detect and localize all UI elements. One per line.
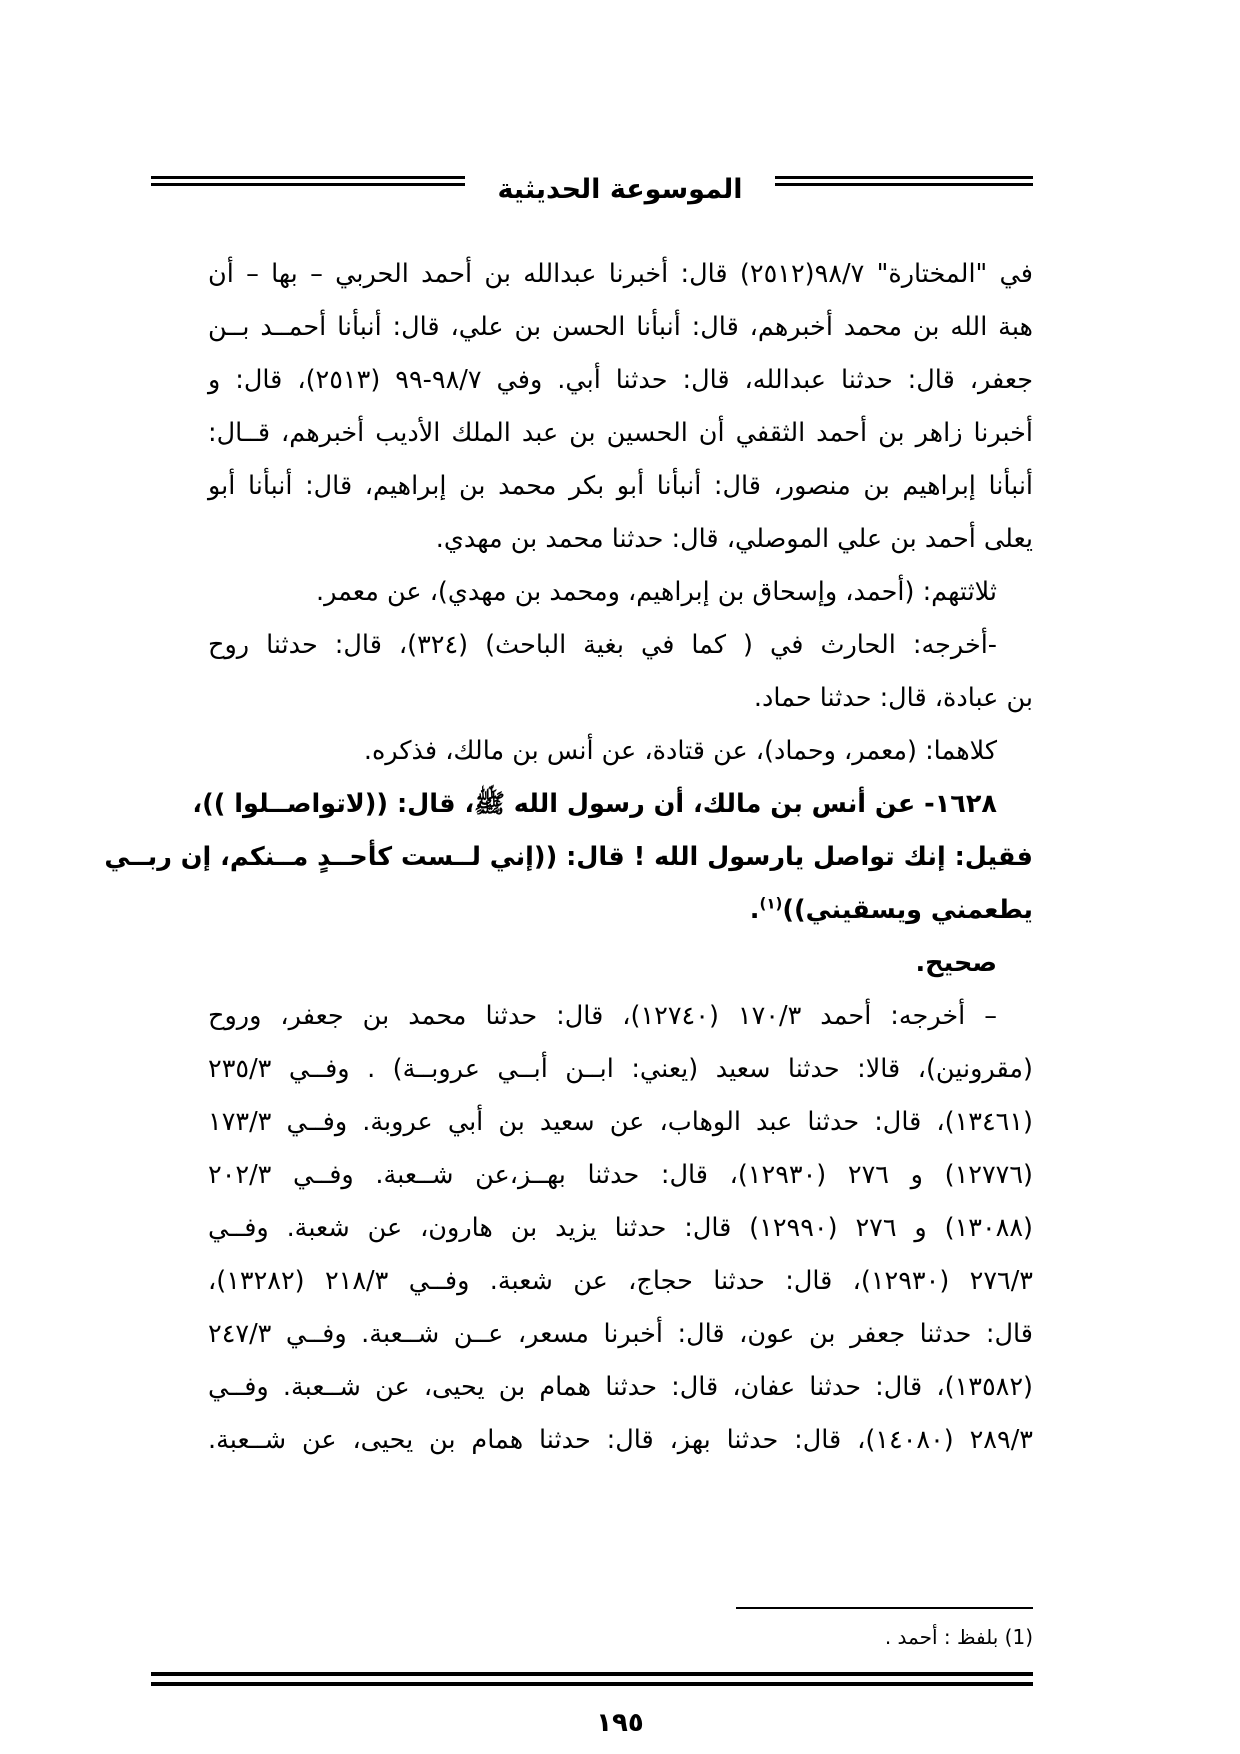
hadith-line [208,884,1033,937]
text-line: (١٢٧٧٦) و ٢٧٦ (١٢٩٣٠)، قال: حدثنا بهــز،عن شــعبة. وفــي ٢٠٢/٣ [208,1160,1033,1190]
hadith-line: فقيل: إنك تواصل يارسول الله ! قال: ((إني لــست كأحــدٍ مــنكم، إن ربــي [104,842,1033,872]
text-line: أخبرنا زاهر بن أحمد الثقفي أن الحسين بن عبد الملك الأديب أخبرهم، قــال: [208,418,1033,448]
bottom-rule-bottom [151,1682,1033,1686]
header-rule-left [151,176,465,179]
text-line: ٢٧٦/٣ (١٢٩٣٠)، قال: حدثنا حجاج، عن شعبة. وفــي ٢١٨/٣ (١٣٢٨٢)، [208,1266,1034,1296]
header-title: الموسوعة الحديثية [497,174,743,205]
hadith-line-text: يطعمني ويسقيني)) [782,895,1033,925]
text-line: قال: حدثنا جعفر بن عون، قال: أخبرنا مسعر، عــن شــعبة. وفــي ٢٤٧/٣ [208,1319,1033,1349]
text-line: – أخرجه: أحمد ١٧٠/٣ (١٢٧٤٠)، قال: حدثنا محمد بن جعفر، وروح [208,1001,997,1031]
footnote-rule [736,1607,1033,1609]
text-line: -أخرجه: الحارث في ( كما في بغية الباحث) (٣٢٤)، قال: حدثنا روح [208,630,997,660]
hadith-line: ١٦٢٨- عن أنس بن مالك، أن رسول الله ﷺ، قال: ((لاتواصــلوا ))، [192,789,997,819]
grading-line: صحيح. [915,948,997,978]
text-line: (مقرونين)، قالا: حدثنا سعيد (يعني: ابــن أبــي عروبــة) . وفــي ٢٣٥/٣ [208,1054,1033,1084]
text-line: أنبأنا إبراهيم بن منصور، قال: أنبأنا أبو بكر محمد بن إبراهيم، قال: أنبأنا أبو [208,471,1033,501]
text-line: في "المختارة" ٩٨/٧(٢٥١٢) قال: أخبرنا عبدالله بن أحمد الحربي – بها – أن [208,259,1033,289]
bottom-rule-top [151,1672,1033,1676]
text-line: ٢٨٩/٣ (١٤٠٨٠)، قال: حدثنا بهز، قال: حدثنا همام بن يحيى، عن شــعبة. [208,1425,1033,1455]
footnote-ref-tail: . [749,895,760,925]
text-line: (١٣٤٦١)، قال: حدثنا عبد الوهاب، عن سعيد بن أبي عروبة. وفــي ١٧٣/٣ [208,1107,1033,1137]
page-number: ١٩٥ [596,1708,644,1738]
header-rule-right [775,176,1033,179]
text-line: (١٣٥٨٢)، قال: حدثنا عفان، قال: حدثنا همام بن يحيى، عن شــعبة. وفــي [208,1372,1033,1402]
text-line: يعلى أحمد بن علي الموصلي، قال: حدثنا محمد بن مهدي. [435,524,1033,554]
text-line: ثلاثتهم: (أحمد، وإسحاق بن إبراهيم، ومحمد بن مهدي)، عن معمر. [315,577,997,607]
text-line: هبة الله بن محمد أخبرهم، قال: أنبأنا الحسن بن علي، قال: أنبأنا أحمــد بــن [208,312,1033,342]
text-line: جعفر، قال: حدثنا عبدالله، قال: حدثنا أبي. وفي ٩٨/٧-٩٩ (٢٥١٣)، قال: و [208,365,1033,395]
text-line: كلاهما: (معمر، وحماد)، عن قتادة، عن أنس بن مالك، فذكره. [363,736,997,766]
body-text [104,248,1034,1467]
footnote-ref: (١) [759,894,783,913]
text-line: (١٣٠٨٨) و ٢٧٦ (١٢٩٩٠) قال: حدثنا يزيد بن هارون، عن شعبة. وفــي [208,1213,1033,1243]
text-line: بن عبادة، قال: حدثنا حماد. [753,683,1033,713]
footnote: (1) بلفظ : أحمد . [884,1625,1033,1649]
